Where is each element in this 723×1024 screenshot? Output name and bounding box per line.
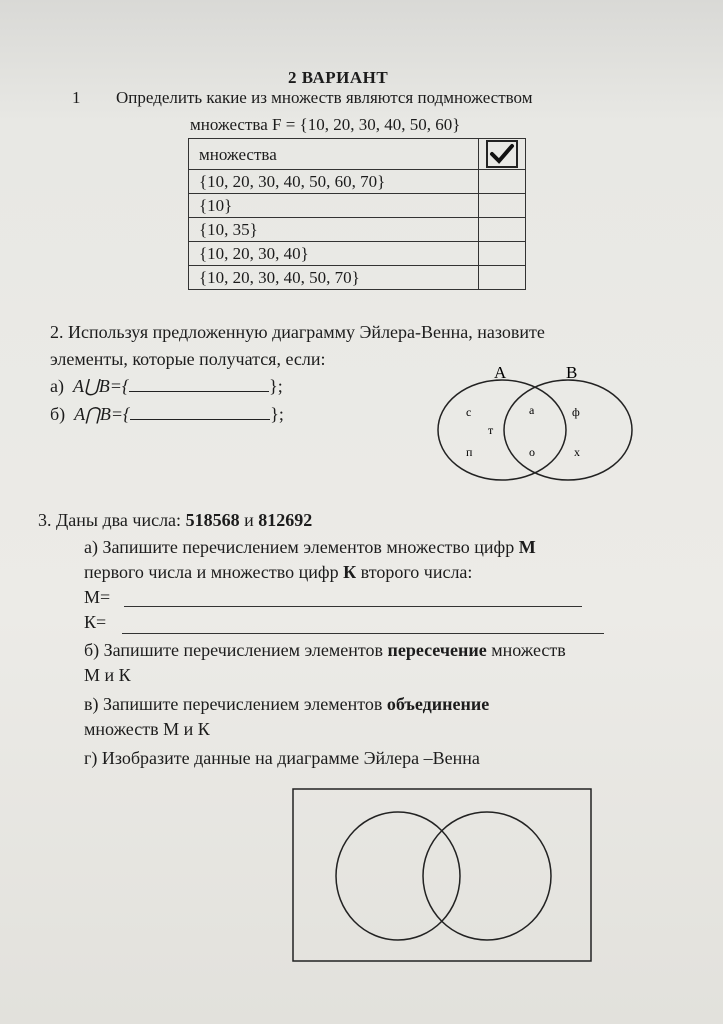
- set-k-name: К: [343, 562, 357, 582]
- first-number: 518568: [185, 510, 240, 530]
- subset-table: [188, 138, 526, 290]
- q3a-text: а) Запишите перечислением элементов множество цифр: [84, 537, 515, 557]
- answer-cell[interactable]: [479, 218, 526, 242]
- circle-b: [504, 380, 632, 480]
- question-3d-line1: г) Изобразите данные на диаграмме Эйлера –Венна: [84, 748, 480, 768]
- set-cell: {10, 20, 30, 40, 50, 70}: [189, 266, 479, 290]
- table-row: [189, 194, 526, 218]
- circle-k: [423, 812, 551, 940]
- set-cell: {10, 20, 30, 40}: [189, 242, 479, 266]
- item-a-expression: A⋃B={: [72, 376, 130, 396]
- set-cell: {10, 20, 30, 40, 50, 60, 70}: [189, 170, 479, 194]
- label-b: B: [566, 363, 578, 382]
- q3c-text: в) Запишите перечислением элементов: [84, 694, 383, 714]
- question-3b-line1: [84, 640, 566, 661]
- question-1-number: 1: [72, 88, 81, 107]
- question-3-intro: [38, 510, 312, 531]
- question-2-text-line1: 2. Используя предложенную диаграмму Эйлера-Венна, назовите: [50, 322, 545, 342]
- answer-cell[interactable]: [479, 242, 526, 266]
- element-label: с: [466, 405, 472, 419]
- element-label: х: [574, 445, 580, 459]
- venn-diagram-ab: [432, 362, 642, 487]
- question-3a-line1: [84, 537, 536, 558]
- q3a-text-2: первого числа и множество цифр: [84, 562, 339, 582]
- table-header-check-cell: [479, 139, 526, 170]
- set-cell: {10, 35}: [189, 218, 479, 242]
- question-2-item-b: [50, 404, 284, 425]
- table-row: [189, 242, 526, 266]
- universe-rect: [293, 789, 591, 961]
- item-b-expression: A⋂B={: [74, 404, 131, 424]
- element-label: п: [466, 445, 473, 459]
- question-2-item-a: [50, 376, 283, 397]
- circle-a: [438, 380, 566, 480]
- q3b-text: б) Запишите перечислением элементов: [84, 640, 384, 660]
- answer-cell[interactable]: [479, 194, 526, 218]
- element-label: а: [529, 403, 535, 417]
- q3a-text-3: второго числа:: [360, 562, 473, 582]
- item-b-suffix: };: [270, 404, 284, 424]
- answer-cell[interactable]: [479, 266, 526, 290]
- table-row: [189, 218, 526, 242]
- conjunction: и: [244, 510, 254, 530]
- question-3c-line1: [84, 694, 489, 715]
- element-label: т: [488, 423, 494, 437]
- table-header-label: множества: [189, 139, 479, 170]
- intersection-word: пересечение: [387, 640, 487, 660]
- venn-diagram-mk: [292, 788, 594, 964]
- question-3b-line2: М и К: [84, 665, 131, 685]
- item-a-prefix: а): [50, 376, 64, 396]
- set-m-name: М: [518, 537, 536, 557]
- second-number: 812692: [258, 510, 313, 530]
- question-1-text-line1: Определить какие из множеств являются подмножеством: [116, 88, 533, 107]
- item-a-suffix: };: [269, 376, 283, 396]
- page-title: 2 ВАРИАНТ: [288, 68, 389, 87]
- table-header-row: [189, 139, 526, 170]
- set-cell: {10}: [189, 194, 479, 218]
- question-2-text-line2: элементы, которые получатся, если:: [50, 349, 326, 369]
- item-b-prefix: б): [50, 404, 66, 424]
- union-word: объединение: [386, 694, 490, 714]
- item-b-blank[interactable]: [130, 405, 270, 420]
- question-1-text-line2: множества F = {10, 20, 30, 40, 50, 60}: [190, 115, 461, 134]
- q3b-text-2: множеств: [491, 640, 566, 660]
- element-label: ф: [572, 405, 580, 419]
- element-label: о: [529, 445, 535, 459]
- item-a-blank[interactable]: [129, 377, 269, 392]
- answer-cell[interactable]: [479, 170, 526, 194]
- label-a: A: [494, 363, 507, 382]
- m-label: М=: [84, 587, 111, 607]
- table-row: [189, 170, 526, 194]
- table-row: [189, 266, 526, 290]
- m-answer-line[interactable]: [124, 606, 582, 607]
- k-label: К=: [84, 612, 107, 632]
- question-3a-line2: [84, 562, 472, 583]
- question-3c-line2: множеств М и К: [84, 719, 210, 739]
- checkmark-icon: [486, 140, 518, 168]
- k-answer-line[interactable]: [122, 633, 604, 634]
- question-3-intro-text: 3. Даны два числа:: [38, 510, 182, 530]
